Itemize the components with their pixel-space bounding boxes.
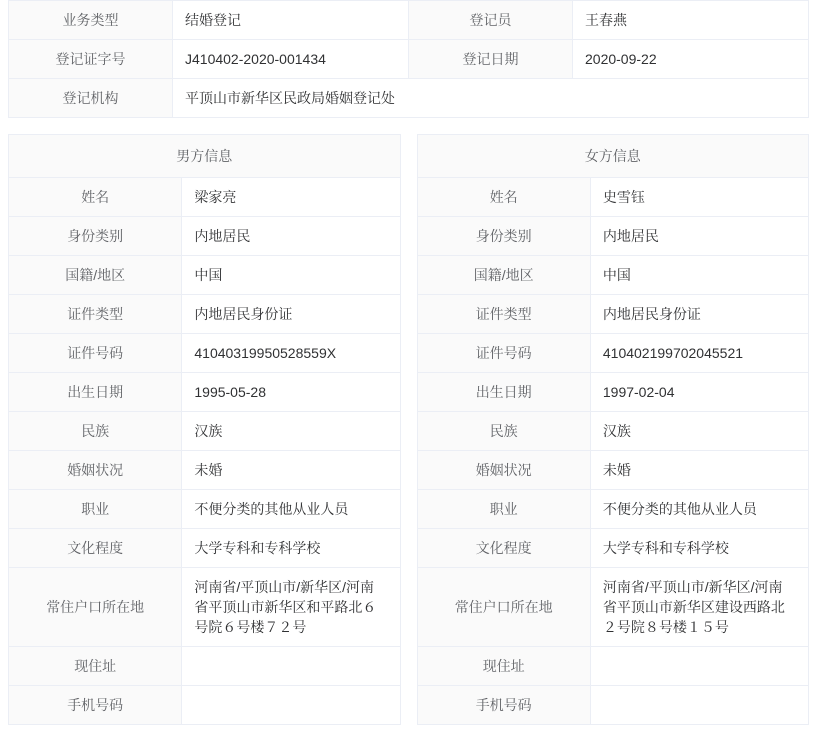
male-occupation-value: 不便分类的其他从业人员 bbox=[182, 490, 400, 529]
female-name-label: 姓名 bbox=[418, 178, 591, 217]
female-birthdate-label: 出生日期 bbox=[418, 373, 591, 412]
table-row bbox=[418, 647, 809, 686]
female-info-title: 女方信息 bbox=[418, 135, 809, 178]
female-id-type-label: 证件类型 bbox=[418, 295, 591, 334]
female-identity-type-value: 内地居民 bbox=[590, 217, 808, 256]
table-row bbox=[9, 647, 400, 686]
registrar-label: 登记员 bbox=[409, 1, 573, 40]
female-current-address-value bbox=[590, 647, 808, 686]
male-birthdate-value: 1995-05-28 bbox=[182, 373, 400, 412]
male-education-value: 大学专科和专科学校 bbox=[182, 529, 400, 568]
male-phone-label: 手机号码 bbox=[9, 686, 182, 725]
female-phone-label: 手机号码 bbox=[418, 686, 591, 725]
registration-org-label: 登记机构 bbox=[9, 79, 173, 118]
male-education-label: 文化程度 bbox=[9, 529, 182, 568]
male-marital-status-label: 婚姻状况 bbox=[9, 451, 182, 490]
male-nationality-value: 中国 bbox=[182, 256, 400, 295]
table-row bbox=[9, 568, 400, 647]
table-row bbox=[9, 256, 400, 295]
male-ethnicity-label: 民族 bbox=[9, 412, 182, 451]
female-name-value: 史雪钰 bbox=[590, 178, 808, 217]
female-current-address-label: 现住址 bbox=[418, 647, 591, 686]
certificate-number-label: 登记证字号 bbox=[9, 40, 173, 79]
registration-date-label: 登记日期 bbox=[409, 40, 573, 79]
table-row bbox=[9, 40, 809, 79]
table-row bbox=[418, 217, 809, 256]
party-info-columns bbox=[8, 134, 809, 725]
male-ethnicity-value: 汉族 bbox=[182, 412, 400, 451]
female-phone-value bbox=[590, 686, 808, 725]
male-birthdate-label: 出生日期 bbox=[9, 373, 182, 412]
table-row bbox=[418, 178, 809, 217]
table-row bbox=[418, 568, 809, 647]
male-current-address-label: 现住址 bbox=[9, 647, 182, 686]
female-id-number-label: 证件号码 bbox=[418, 334, 591, 373]
male-info-card bbox=[8, 134, 401, 725]
table-row bbox=[418, 490, 809, 529]
male-info-table bbox=[9, 178, 400, 725]
female-info-table bbox=[418, 178, 809, 725]
female-marital-status-label: 婚姻状况 bbox=[418, 451, 591, 490]
male-occupation-label: 职业 bbox=[9, 490, 182, 529]
table-row bbox=[9, 295, 400, 334]
table-row bbox=[418, 412, 809, 451]
registrar-value: 王春燕 bbox=[573, 1, 809, 40]
female-occupation-value: 不便分类的其他从业人员 bbox=[590, 490, 808, 529]
female-identity-type-label: 身份类别 bbox=[418, 217, 591, 256]
female-ethnicity-value: 汉族 bbox=[590, 412, 808, 451]
table-row bbox=[418, 295, 809, 334]
male-info-column bbox=[8, 134, 401, 725]
table-row bbox=[9, 373, 400, 412]
male-id-number-value: 41040319950528559X bbox=[182, 334, 400, 373]
female-info-card bbox=[417, 134, 810, 725]
table-row bbox=[9, 217, 400, 256]
certificate-number-value: J410402-2020-001434 bbox=[173, 40, 409, 79]
female-occupation-label: 职业 bbox=[418, 490, 591, 529]
female-id-type-value: 内地居民身份证 bbox=[590, 295, 808, 334]
male-id-number-label: 证件号码 bbox=[9, 334, 182, 373]
table-row bbox=[418, 529, 809, 568]
male-current-address-value bbox=[182, 647, 400, 686]
table-row bbox=[9, 334, 400, 373]
table-row bbox=[9, 412, 400, 451]
female-birthdate-value: 1997-02-04 bbox=[590, 373, 808, 412]
female-household-address-value: 河南省/平顶山市/新华区/河南省平顶山市新华区建设西路北２号院８号楼１５号 bbox=[590, 568, 808, 647]
female-household-address-label: 常住户口所在地 bbox=[418, 568, 591, 647]
female-id-number-value: 410402199702045521 bbox=[590, 334, 808, 373]
female-marital-status-value: 未婚 bbox=[590, 451, 808, 490]
table-row bbox=[9, 178, 400, 217]
business-type-value: 结婚登记 bbox=[173, 1, 409, 40]
registration-org-value: 平顶山市新华区民政局婚姻登记处 bbox=[173, 79, 809, 118]
business-type-label: 业务类型 bbox=[9, 1, 173, 40]
table-row bbox=[418, 373, 809, 412]
male-id-type-label: 证件类型 bbox=[9, 295, 182, 334]
male-household-address-value: 河南省/平顶山市/新华区/河南省平顶山市新华区和平路北６号院６号楼７２号 bbox=[182, 568, 400, 647]
table-row bbox=[418, 256, 809, 295]
table-row bbox=[9, 529, 400, 568]
registration-summary-table bbox=[8, 0, 809, 118]
male-name-value: 梁家亮 bbox=[182, 178, 400, 217]
table-row bbox=[9, 490, 400, 529]
registration-date-value: 2020-09-22 bbox=[573, 40, 809, 79]
table-row bbox=[418, 334, 809, 373]
male-phone-value bbox=[182, 686, 400, 725]
male-identity-type-value: 内地居民 bbox=[182, 217, 400, 256]
female-education-value: 大学专科和专科学校 bbox=[590, 529, 808, 568]
table-row bbox=[9, 451, 400, 490]
table-row bbox=[418, 451, 809, 490]
table-row bbox=[9, 686, 400, 725]
female-education-label: 文化程度 bbox=[418, 529, 591, 568]
male-nationality-label: 国籍/地区 bbox=[9, 256, 182, 295]
female-nationality-label: 国籍/地区 bbox=[418, 256, 591, 295]
male-household-address-label: 常住户口所在地 bbox=[9, 568, 182, 647]
male-marital-status-value: 未婚 bbox=[182, 451, 400, 490]
female-info-column bbox=[417, 134, 810, 725]
female-nationality-value: 中国 bbox=[590, 256, 808, 295]
table-row bbox=[9, 1, 809, 40]
table-row bbox=[418, 686, 809, 725]
male-identity-type-label: 身份类别 bbox=[9, 217, 182, 256]
male-name-label: 姓名 bbox=[9, 178, 182, 217]
male-id-type-value: 内地居民身份证 bbox=[182, 295, 400, 334]
table-row bbox=[9, 79, 809, 118]
male-info-title: 男方信息 bbox=[9, 135, 400, 178]
female-ethnicity-label: 民族 bbox=[418, 412, 591, 451]
